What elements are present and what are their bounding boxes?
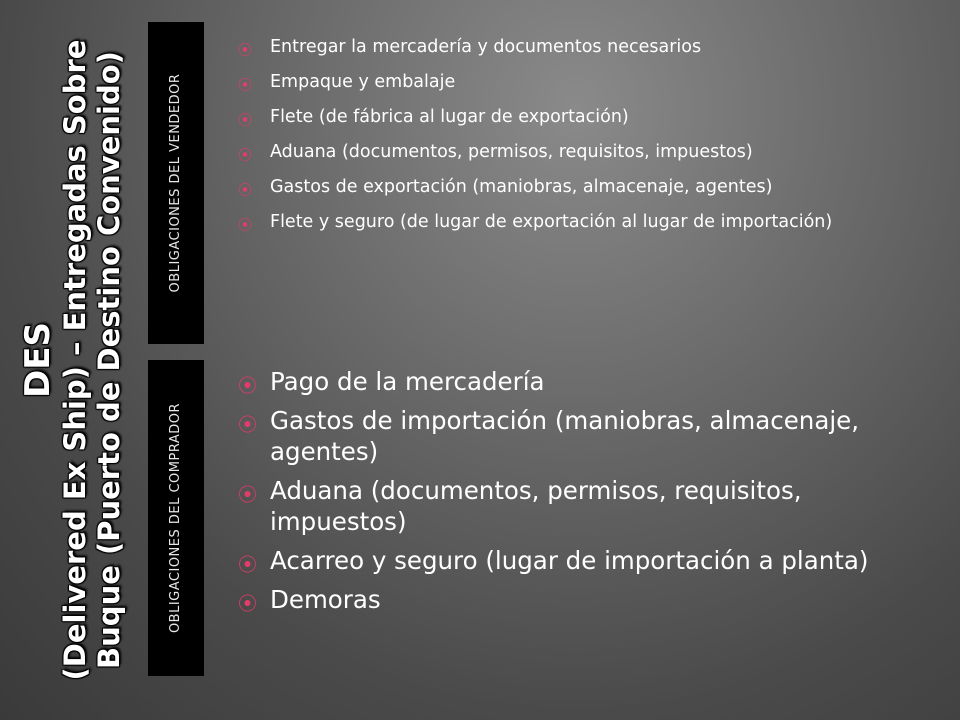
list-item [238,141,938,164]
list-item [238,584,938,615]
list-item-text: Gastos de exportación (maniobras, almacenaje, agentes) [270,177,773,197]
list-item-text: Flete y seguro (de lugar de exportación al lugar de importación) [270,212,833,232]
title-line-2: (Delivered Ex Ship) – Entregadas Sobre [58,39,92,681]
list-item-text: Entregar la mercadería y documentos necesarios [270,37,702,57]
buyer-label: OBLIGACIONES DEL COMPRADOR [168,402,183,634]
circle-arrow-right-icon: ⦿ [238,148,252,164]
title-block [18,10,126,710]
seller-label-bar [148,22,204,344]
circle-arrow-right-icon: ⦿ [238,414,258,436]
buyer-obligations-list [238,366,938,623]
circle-arrow-right-icon: ⦿ [238,43,252,59]
list-item-text: Acarreo y seguro (lugar de importación a planta) [270,546,869,575]
circle-arrow-right-icon: ⦿ [238,375,258,397]
list-item [238,36,938,59]
circle-arrow-right-icon: ⦿ [238,183,252,199]
list-item-text: Flete (de fábrica al lugar de exportación) [270,107,629,127]
list-item [238,475,938,537]
list-item-text: Aduana (documentos, permisos, requisitos, impuestos) [270,142,753,162]
list-item-text: Demoras [270,585,381,614]
list-item-text: Aduana (documentos, permisos, requisitos, impuestos) [270,476,802,536]
title-main: DES [18,322,58,398]
seller-obligations-list [238,36,938,246]
circle-arrow-right-icon: ⦿ [238,78,252,94]
circle-arrow-right-icon: ⦿ [238,593,258,615]
seller-label: OBLIGACIONES DEL VENDEDOR [168,73,183,293]
list-item [238,211,938,234]
slide-title [0,0,145,720]
list-item [238,71,938,94]
list-item [238,405,938,467]
list-item [238,366,938,397]
list-item-text: Gastos de importación (maniobras, almacenaje, agentes) [270,406,860,466]
list-item [238,106,938,129]
list-item-text: Pago de la mercadería [270,367,545,396]
list-item [238,176,938,199]
buyer-label-bar [148,360,204,676]
circle-arrow-right-icon: ⦿ [238,218,252,234]
list-item-text: Empaque y embalaje [270,72,456,92]
circle-arrow-right-icon: ⦿ [238,484,258,506]
circle-arrow-right-icon: ⦿ [238,113,252,129]
circle-arrow-right-icon: ⦿ [238,554,258,576]
title-line-3: Buque (Puerto de Destino Convenido) [92,51,126,669]
list-item [238,545,938,576]
